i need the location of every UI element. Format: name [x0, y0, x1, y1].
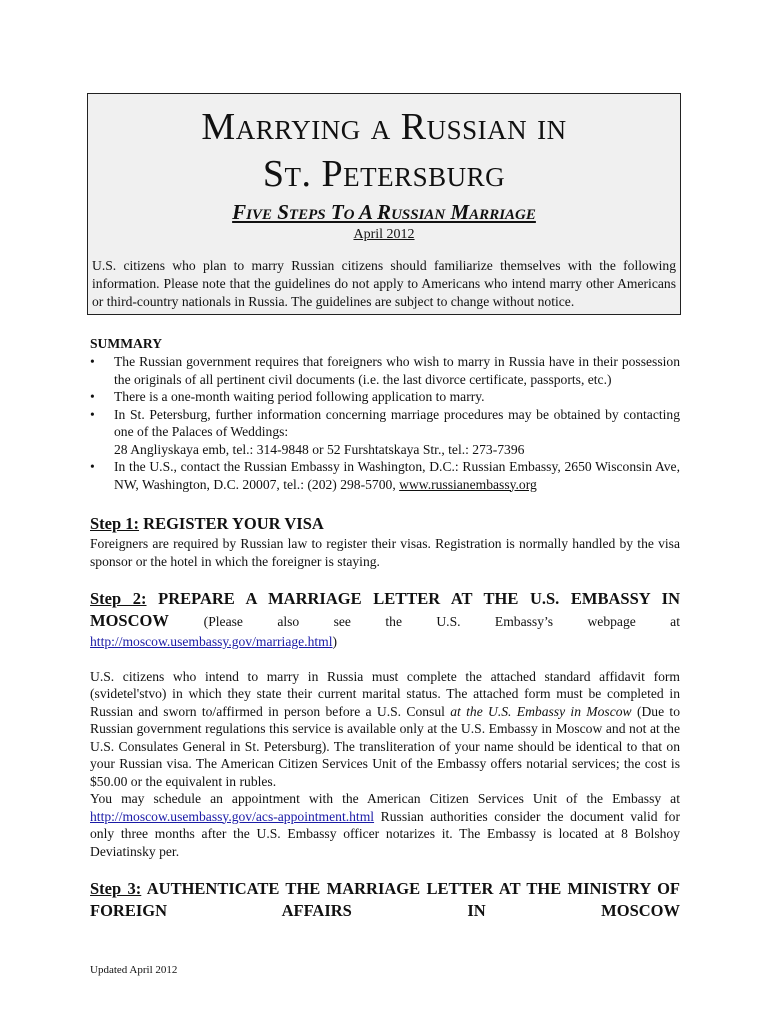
step2-p1-text-a: U.S. citizens who intend to marry in Russia must complete the attached standard affidavit form (svidetel'stvo) in which they state their current marital status. The attached form must be completed in Russian and sworn to/affirmed in person before a U.S. Consul [90, 668, 680, 719]
marriage-webpage-link[interactable]: http://moscow.usembassy.gov/marriage.html [90, 634, 333, 649]
intro-paragraph: U.S. citizens who plan to marry Russian citizens should familiarize themselves with the following information. Please note that the guidelines do not apply to Americans who intend marry other Americans or third-country nationals in Russia. The guidelines are subject to change without notice. [92, 258, 676, 309]
bullet-icon: • [90, 354, 95, 369]
palaces-address: 28 Angliyskaya emb, tel.: 314-9848 or 52 Furshtatskaya Str., tel.: 273-7396 [114, 441, 525, 457]
appointment-link[interactable]: http://moscow.usembassy.gov/acs-appointment.html [90, 808, 375, 824]
title-line-2: St. Petersburg [262, 153, 506, 195]
step3-title: AUTHENTICATE THE MARRIAGE LETTER AT THE MINISTRY OF FOREIGN AFFAIRS IN MOSCOW [90, 879, 680, 920]
step1-heading [90, 513, 680, 535]
list-item [90, 406, 680, 459]
publication-date: April 2012 [353, 227, 415, 242]
step3-heading [90, 878, 680, 922]
list-item [90, 353, 680, 388]
step2-p1-italic: at the U.S. Embassy in Moscow [450, 703, 632, 719]
main-content [90, 335, 680, 922]
page-title [88, 104, 680, 198]
summary-item-text: The Russian government requires that foreigners who wish to marry in Russia have in their possession the originals of all pertinent civil documents (i.e. the last divorce certificate, passports, etc.) [114, 354, 680, 387]
step1-text: Foreigners are required by Russian law to register their visas. Registration is normally handled by the visa sponsor or the hotel in which the foreigner is staying. [90, 536, 680, 569]
list-item [90, 458, 680, 493]
step2-p1-text-b: (Due to Russian government regulations this service is available only at the U.S. Embassy in Moscow and not at the U.S. Consulates General in St. Petersburg). The transliteration of your name should be identical to that on your Russian visa. The American Citizen Services Unit of the Embassy offers notarial services; the cost is $50.00 or the equivalent in rubles. [90, 703, 681, 789]
step2-paragraph-1 [90, 668, 680, 791]
bullet-icon: • [90, 406, 95, 422]
footer-note: Updated April 2012 [90, 964, 178, 976]
title-line-1: Marrying a Russian in [201, 106, 567, 148]
step2-heading [90, 588, 680, 633]
paren-close: ) [332, 634, 338, 649]
step1-label: Step 1: [90, 514, 140, 533]
step2-p2-text-a: You may schedule an appointment with the American Citizen Services Unit of the Embassy at [90, 791, 680, 806]
page-subtitle: Five Steps To A Russian Marriage [232, 200, 536, 224]
step3-label: Step 3: [90, 879, 142, 898]
bullet-icon: • [90, 459, 95, 474]
summary-heading: SUMMARY [90, 336, 163, 351]
list-item [90, 388, 680, 406]
step2-label: Step 2: [90, 589, 147, 608]
summary-list [90, 353, 680, 493]
step2-see-text: (Please also see the U.S. Embassy’s webpage at [203, 614, 680, 629]
step2-title: PREPARE A MARRIAGE LETTER AT THE U.S. EMBASSY IN MOSCOW [90, 589, 680, 630]
step2-paragraph-2 [90, 790, 680, 860]
summary-item-text: In St. Petersburg, further information concerning marriage procedures may be obtained by contacting one of the Palaces of Weddings: [114, 406, 680, 439]
header-box [87, 93, 681, 315]
summary-item-text: There is a one-month waiting period following application to marry. [114, 389, 485, 404]
step2-link-line [90, 633, 680, 651]
step2-p2-text-b: Russian authorities consider the document valid for only three months after the U.S. Embassy officer notarizes it. The Embassy is located at 8 Bolshoy Deviatinsky per. [90, 808, 680, 859]
bullet-icon: • [90, 389, 95, 404]
step1-title: REGISTER YOUR VISA [143, 514, 324, 533]
summary-item-text: In the U.S., contact the Russian Embassy in Washington, D.C.: Russian Embassy, 2650 Wisconsin Ave, NW, Washington, D.C. 20007, tel.: (202) 298-5700, [114, 459, 680, 492]
russian-embassy-link[interactable]: www.russianembassy.org [399, 476, 537, 492]
